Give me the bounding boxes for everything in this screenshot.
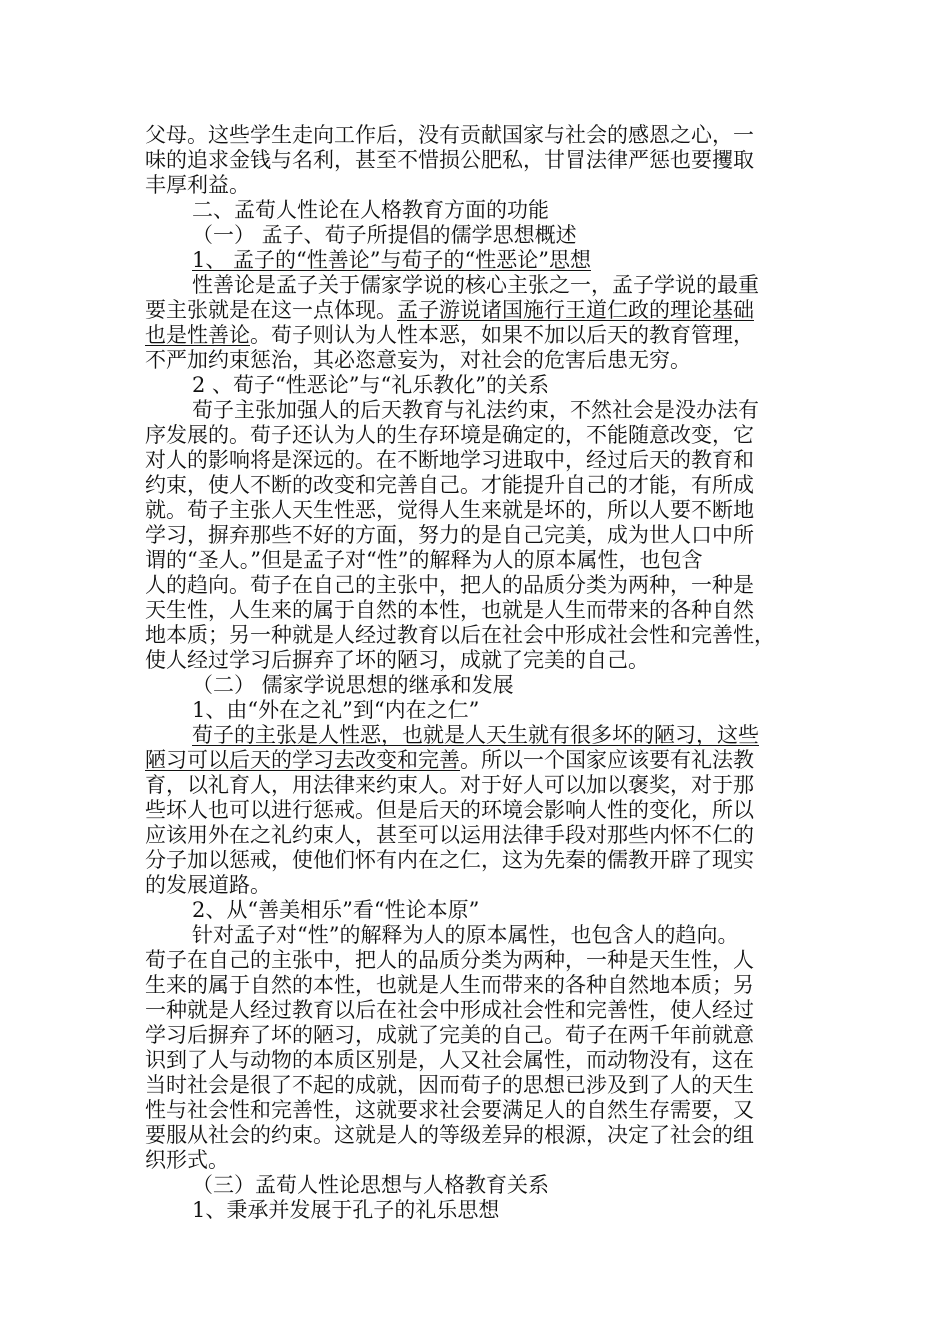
body-line: 的发展道路。 <box>145 873 271 897</box>
body-line: 识到了人与动物的本质区别是，人又社会属性，而动物没有，这在 <box>145 1048 754 1072</box>
body-line: 生来的属于自然的本性，也就是人生而带来的各种自然地本质；另 <box>145 973 754 997</box>
subsection-heading: （二） 儒家学说思想的继承和发展 <box>192 673 514 697</box>
sub-subsection-heading: 1、 孟子的“性善论”与荀子的“性恶论”思想 <box>192 248 591 272</box>
section-heading: 二、孟荀人性论在人格教育方面的功能 <box>192 198 549 222</box>
body-line: 要服从社会的约束。这就是人的等级差异的根源，决定了社会的组 <box>145 1123 754 1147</box>
body-line: 荀子的主张是人性恶，也就是人天生就有很多坏的陋习，这些 <box>192 723 759 747</box>
body-line: 使人经过学习后摒弃了坏的陋习，成就了完美的自己。 <box>145 648 649 672</box>
body-line: 地本质；另一种就是人经过教育以后在社会中形成社会性和完善性， <box>145 623 775 647</box>
body-line: 要主张就是在这一点体现。孟子游说诸国施行王道仁政的理论基础 <box>145 298 754 322</box>
body-line: 当时社会是很了不起的成就，因而荀子的思想已涉及到了人的天生 <box>145 1073 754 1097</box>
body-line: 陋习可以后天的学习去改变和完善。所以一个国家应该要有礼法教 <box>145 748 754 772</box>
body-line: 性与社会性和完善性，这就要求社会要满足人的自然生存需要，又 <box>145 1098 754 1122</box>
body-line: 味的追求金钱与名利，甚至不惜损公肥私，甘冒法律严惩也要攫取 <box>145 148 754 172</box>
body-line: 约束，使人不断的改变和完善自己。才能提升自己的才能，有所成 <box>145 473 754 497</box>
body-line: 序发展的。荀子还认为人的生存环境是确定的，不能随意改变，它 <box>145 423 754 447</box>
body-line: 就。荀子主张人天生性恶，觉得人生来就是坏的，所以人要不断地 <box>145 498 754 522</box>
body-line: 针对孟子对“性”的解释为人的原本属性，也包含人的趋向。 <box>192 923 739 947</box>
body-line: 学习，摒弃那些不好的方面，努力的是自己完美，成为世人口中所 <box>145 523 754 547</box>
body-line: 育，以礼育人，用法律来约束人。对于好人可以加以褒奖，对于那 <box>145 773 754 797</box>
subsection-heading: （三）孟荀人性论思想与人格教育关系 <box>192 1173 549 1197</box>
sub-subsection-heading: 2 、荀子“性恶论”与“礼乐教化”的关系 <box>192 373 549 397</box>
sub-subsection-heading: 1、秉承并发展于孔子的礼乐思想 <box>192 1198 500 1222</box>
body-line: 天生性，人生来的属于自然的本性，也就是人生而带来的各种自然 <box>145 598 754 622</box>
body-line: 些坏人也可以进行惩戒。但是后天的环境会影响人性的变化，所以 <box>145 798 754 822</box>
body-line: 不严加约束惩治，其必恣意妄为，对社会的危害后患无穷。 <box>145 348 691 372</box>
body-line: 对人的影响将是深远的。在不断地学习进取中，经过后天的教育和 <box>145 448 754 472</box>
subsection-heading: （一） 孟子、荀子所提倡的儒学思想概述 <box>192 223 577 247</box>
sub-subsection-heading: 1、由“外在之礼”到“内在之仁” <box>192 698 480 722</box>
body-line: 谓的“圣人。”但是孟子对“性”的解释为人的原本属性，也包含 <box>145 548 703 572</box>
body-line: 荀子在自己的主张中，把人的品质分类为两种，一种是天生性，人 <box>145 948 754 972</box>
body-line: 学习后摒弃了坏的陋习，成就了完美的自己。荀子在两千年前就意 <box>145 1023 754 1047</box>
body-line: 也是性善论。荀子则认为人性本恶，如果不加以后天的教育管理， <box>145 323 754 347</box>
body-line: 父母。这些学生走向工作后，没有贡献国家与社会的感恩之心，一 <box>145 123 754 147</box>
sub-subsection-heading: 2、从“善美相乐”看“性论本原” <box>192 898 480 922</box>
body-line: 织形式。 <box>145 1148 229 1172</box>
body-line: 性善论是孟子关于儒家学说的核心主张之一，孟子学说的最重 <box>192 273 759 297</box>
body-line: 丰厚利益。 <box>145 173 250 197</box>
body-line: 人的趋向。荀子在自己的主张中，把人的品质分类为两种，一种是 <box>145 573 754 597</box>
body-line: 应该用外在之礼约束人，甚至可以运用法律手段对那些内怀不仁的 <box>145 823 754 847</box>
body-line: 荀子主张加强人的后天教育与礼法约束，不然社会是没办法有 <box>192 398 759 422</box>
body-line: 一种就是人经过教育以后在社会中形成社会性和完善性，使人经过 <box>145 998 754 1022</box>
body-line: 分子加以惩戒，使他们怀有内在之仁，这为先秦的儒教开辟了现实 <box>145 848 754 872</box>
